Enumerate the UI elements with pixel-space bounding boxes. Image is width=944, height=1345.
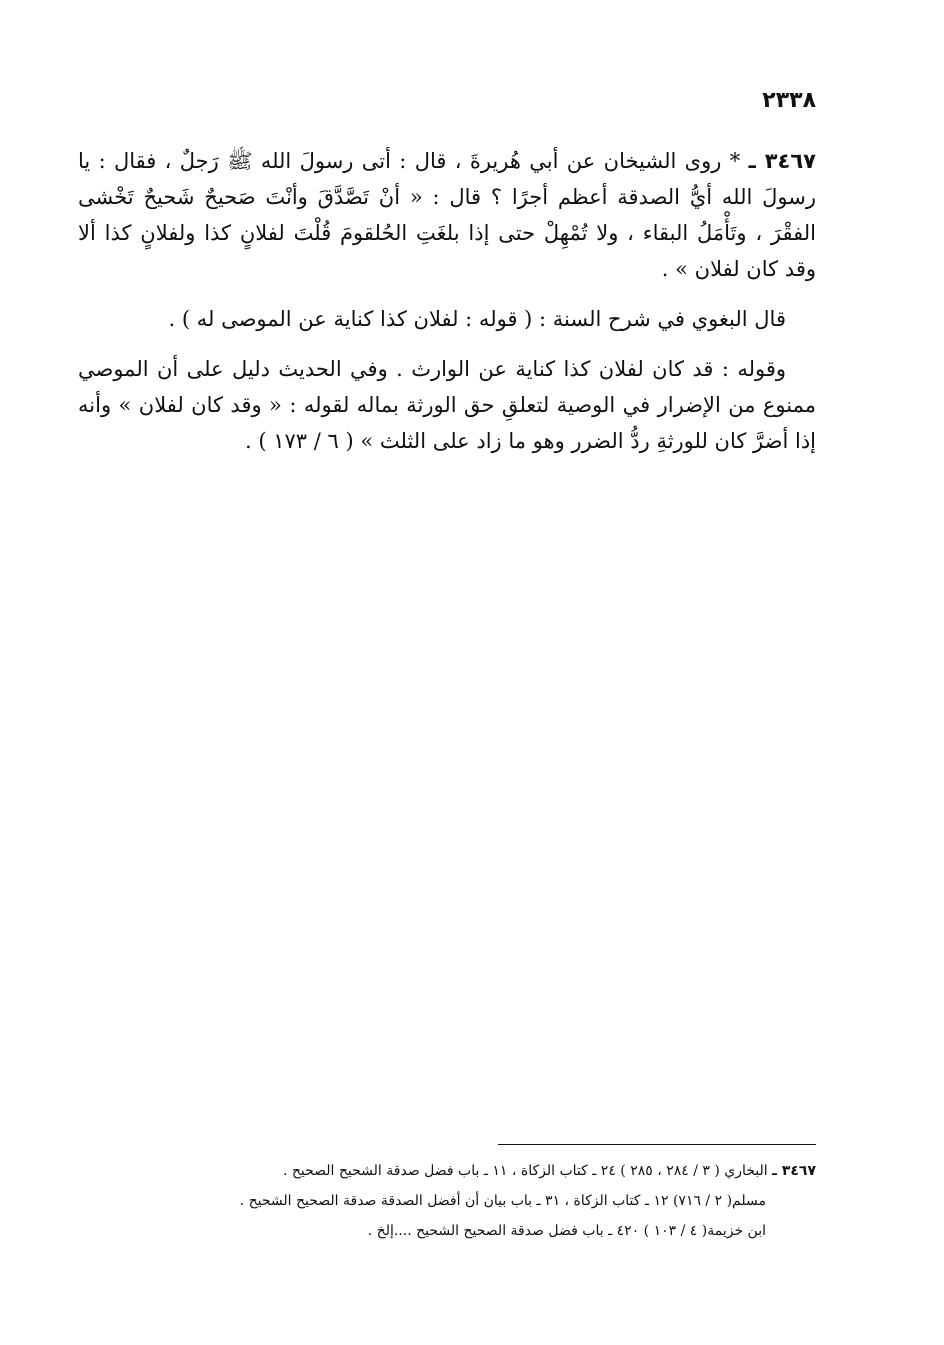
hadith-number: ٣٤٦٧ ـ: [748, 149, 816, 173]
footnote-muslim: مسلم( ٢ / ٧١٦) ١٢ ـ كتاب الزكاة ، ٣١ ـ باب بيان أن أفضل الصدقة صدقة الصحيح الشحيح .: [239, 1193, 766, 1209]
footnotes: [216, 1156, 816, 1246]
footnote-number: ٣٤٦٧ ـ: [772, 1163, 816, 1179]
footnote-bukhari: البخاري ( ٣ / ٢٨٤ ، ٢٨٥ ) ٢٤ ـ كتاب الزكاة ، ١١ ـ باب فضل صدقة الشحيح الصحيح .: [282, 1163, 768, 1179]
hadith-text: * روى الشيخان عن أبي هُريرةَ ، قال : أتى رسولَ الله ﷺ رَجلٌ ، فقال : يا رسولَ الله أيُّ الصدقة أعظم أجرًا ؟ قال : « أنْ تَصَّدَّقَ وأنْتَ صَحيحٌ شَحيحٌ تَخْشى الفقْرَ ، وتَأْمَلُ البقاء ، ولا تُمْهِلْ حتى إذا بلغَتِ الحُلقومَ قُلْتَ لفلانٍ كذا ولفلانٍ كذا ألا وقد كان لفلان » .: [78, 149, 816, 281]
footnote-divider: [498, 1144, 816, 1145]
page-number: ٢٣٣٨: [762, 88, 816, 113]
footnote-line: [216, 1156, 816, 1186]
footnote-ibn-khuzaymah: ابن خزيمة( ٤ / ١٠٣ ) ٤٢٠ ـ باب فضل صدقة الصحيح الشحيح ....إلخ .: [367, 1223, 766, 1239]
hadith-paragraph: [78, 143, 816, 287]
baghawi-commentary: قال البغوي في شرح السنة : ( قوله : لفلان كذا كناية عن الموصى له ) .: [168, 307, 786, 331]
explanation-paragraph: وقوله : قد كان لفلان كذا كناية عن الوارث . وفي الحديث دليل على أن الموصي ممنوع من الإضرار في الوصية لتعلقِ حق الورثة بماله لقوله : « وقد كان لفلان » وأنه إذا أضرَّ كان للورثةِ ردُّ الضرر وهو ما زاد على الثلث » ( ٦ / ١٧٣ ) .: [78, 357, 816, 453]
main-text: [78, 143, 816, 473]
